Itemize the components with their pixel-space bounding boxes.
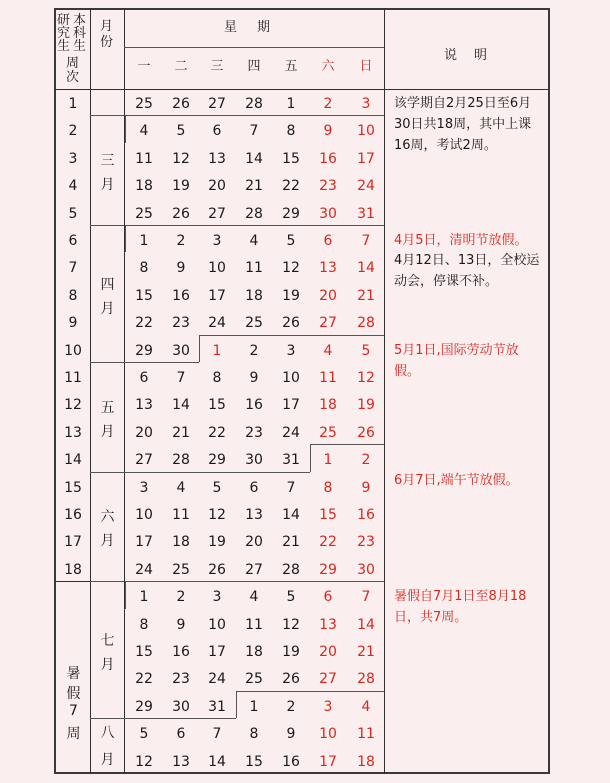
day-cell: 25: [245, 671, 263, 688]
day-cell: 29: [319, 561, 337, 578]
day-cell: 12: [135, 753, 153, 770]
day-cell: 9: [361, 479, 371, 496]
day-cell: 17: [282, 397, 300, 414]
weekday-header: 六: [321, 59, 335, 74]
day-cell: 29: [282, 205, 300, 222]
day-cell: 9: [323, 123, 333, 140]
day-cell: 15: [282, 150, 300, 167]
month-label: 五: [100, 399, 115, 416]
month-separator: [90, 362, 124, 363]
day-cell: 4: [249, 233, 259, 249]
header-notes: 说: [444, 48, 458, 63]
day-cell: 18: [135, 178, 153, 195]
day-cell: 8: [139, 616, 149, 633]
day-cell: 25: [172, 561, 190, 578]
summer-label: 暑: [66, 666, 81, 682]
day-cell: 13: [172, 753, 190, 770]
month-step: [125, 581, 126, 608]
day-cell: 27: [319, 671, 337, 688]
month-step: [124, 472, 310, 473]
header-xingqi: 期: [257, 20, 271, 35]
day-cell: 25: [135, 205, 153, 222]
month-step: [310, 444, 384, 445]
day-cell: 23: [172, 315, 190, 332]
day-cell: 25: [319, 424, 337, 441]
month-step: [236, 691, 384, 692]
day-cell: 30: [172, 698, 190, 715]
month-step: [125, 581, 384, 582]
day-cell: 10: [208, 260, 226, 277]
day-cell: 19: [208, 534, 226, 551]
weekday-header: 三: [210, 59, 224, 74]
day-cell: 13: [245, 507, 263, 523]
day-cell: 10: [282, 370, 300, 386]
day-cell: 8: [323, 479, 333, 496]
day-cell: 15: [208, 397, 226, 414]
day-cell: 28: [245, 96, 263, 112]
day-cell: 12: [282, 260, 300, 277]
header-yanjiusheng: 研: [57, 13, 71, 28]
summer-label: 假: [66, 686, 81, 702]
week-number: 2: [68, 123, 78, 140]
day-cell: 10: [319, 726, 337, 743]
day-cell: 18: [172, 534, 190, 551]
day-cell: 5: [139, 726, 149, 743]
day-cell: 6: [249, 479, 259, 496]
day-cell: 7: [212, 726, 222, 743]
day-cell: 17: [208, 287, 226, 304]
day-cell: 13: [208, 150, 226, 167]
day-cell: 13: [135, 397, 153, 414]
week-number: 6: [68, 233, 78, 249]
day-cell: 8: [286, 123, 296, 140]
day-cell: 14: [357, 616, 375, 633]
day-cell: 16: [282, 753, 300, 770]
day-cell: 15: [135, 644, 153, 660]
day-cell: 26: [172, 96, 190, 112]
day-cell: 4: [176, 479, 186, 496]
day-cell: 21: [282, 534, 300, 551]
day-cell: 19: [357, 397, 375, 414]
week-number: 8: [68, 287, 78, 304]
day-cell: 1: [249, 698, 259, 715]
day-cell: 9: [286, 726, 296, 743]
day-cell: 16: [357, 507, 375, 523]
day-cell: 23: [245, 424, 263, 441]
day-cell: 8: [212, 370, 222, 386]
week-number: 5: [68, 205, 78, 222]
month-step: [124, 143, 125, 144]
day-cell: 18: [245, 644, 263, 660]
month-separator: [90, 472, 124, 473]
week-number: 13: [64, 424, 82, 441]
day-cell: 11: [135, 150, 153, 167]
summer-label: 周: [66, 726, 81, 742]
day-cell: 28: [357, 671, 375, 688]
day-cell: 17: [357, 150, 375, 167]
day-cell: 21: [357, 644, 375, 660]
day-cell: 22: [319, 534, 337, 551]
day-cell: 27: [245, 561, 263, 578]
day-cell: 18: [319, 397, 337, 414]
week-number: 18: [64, 561, 82, 578]
day-cell: 5: [286, 233, 296, 249]
day-cell: 30: [319, 205, 337, 222]
day-cell: 30: [172, 342, 190, 359]
day-cell: 7: [286, 479, 296, 496]
note-semester: 该学期自2月25日至6月30日共18周，其中上课16周，考试2周。: [394, 96, 532, 153]
day-cell: 14: [357, 260, 375, 277]
day-cell: 9: [249, 370, 259, 386]
day-cell: 1: [212, 342, 222, 359]
day-cell: 5: [286, 589, 296, 606]
day-cell: 27: [319, 315, 337, 332]
day-cell: 5: [176, 123, 186, 140]
day-cell: 3: [286, 342, 296, 359]
weekday-header: 四: [247, 59, 261, 74]
day-cell: 16: [172, 287, 190, 304]
day-cell: 31: [357, 205, 375, 222]
weekday-header: 一: [137, 59, 151, 74]
day-cell: 26: [282, 315, 300, 332]
day-cell: 19: [282, 644, 300, 660]
note-sports: 4月12日、13日，全校运动会，停课不补。: [394, 253, 540, 289]
header-month: 月: [100, 19, 114, 34]
day-cell: 7: [176, 370, 186, 386]
month-label: 月: [100, 423, 115, 440]
day-cell: 2: [249, 342, 259, 359]
month-step: [236, 691, 237, 718]
header-zhouci: 周: [66, 56, 80, 71]
day-cell: 26: [282, 671, 300, 688]
day-cell: 27: [135, 452, 153, 469]
day-cell: 28: [357, 315, 375, 332]
day-cell: 20: [245, 534, 263, 551]
day-cell: 8: [249, 726, 259, 743]
day-cell: 6: [212, 123, 222, 140]
week-number: 4: [68, 178, 78, 195]
day-cell: 29: [135, 698, 153, 715]
header-sub-line: [124, 47, 384, 48]
day-cell: 29: [208, 452, 226, 469]
day-cell: 12: [172, 150, 190, 167]
week-number: 16: [64, 507, 82, 523]
day-cell: 16: [319, 150, 337, 167]
day-cell: 1: [139, 233, 149, 249]
header-xingqi: 星: [224, 20, 238, 35]
month-step: [310, 444, 311, 471]
month-separator: [90, 115, 124, 116]
day-cell: 16: [245, 397, 263, 414]
day-cell: 3: [139, 479, 149, 496]
day-cell: 2: [176, 589, 186, 606]
header-zhouci: 次: [66, 70, 80, 85]
month-step: [125, 115, 384, 116]
day-cell: 21: [357, 287, 375, 304]
weekday-header: 二: [174, 59, 188, 74]
day-cell: 12: [282, 616, 300, 633]
day-cell: 29: [135, 342, 153, 359]
note-summer: 暑假自7月1日至8月18日，共7周。: [394, 589, 527, 625]
day-cell: 4: [139, 123, 149, 140]
day-cell: 17: [135, 534, 153, 551]
weekday-header: 日: [359, 59, 373, 74]
day-cell: 24: [357, 178, 375, 195]
summer-label: 7: [69, 703, 78, 719]
day-cell: 21: [172, 424, 190, 441]
month-step: [125, 115, 126, 142]
day-cell: 6: [139, 370, 149, 386]
week-number: 15: [64, 479, 82, 496]
month-step: [124, 362, 199, 363]
day-cell: 11: [319, 370, 337, 386]
day-cell: 11: [245, 616, 263, 633]
day-cell: 20: [319, 644, 337, 660]
day-cell: 24: [135, 561, 153, 578]
day-cell: 23: [319, 178, 337, 195]
day-cell: 2: [361, 452, 371, 469]
week-number: 1: [68, 96, 78, 112]
day-cell: 22: [208, 424, 226, 441]
month-label: 月: [100, 533, 115, 550]
day-cell: 10: [135, 507, 153, 523]
header-yanjiusheng: 究: [57, 26, 71, 41]
week-number: 10: [64, 342, 82, 359]
note-qingming: 4月5日，清明节放假。: [394, 233, 528, 248]
notes-col-border: [384, 8, 385, 774]
header-month: 份: [100, 35, 114, 50]
day-cell: 8: [139, 260, 149, 277]
month-step: [125, 225, 126, 252]
day-cell: 28: [172, 452, 190, 469]
month-label: 四: [100, 276, 115, 293]
month-label: 月: [100, 300, 115, 317]
week-number: 9: [68, 315, 78, 332]
day-cell: 2: [286, 698, 296, 715]
day-cell: 26: [208, 561, 226, 578]
day-cell: 14: [208, 753, 226, 770]
month-label: 七: [100, 632, 115, 649]
day-cell: 26: [357, 424, 375, 441]
header-notes: 明: [474, 48, 488, 63]
day-cell: 15: [135, 287, 153, 304]
day-cell: 6: [323, 233, 333, 249]
month-step: [125, 225, 384, 226]
month-label: 八: [100, 725, 115, 742]
day-cell: 31: [208, 698, 226, 715]
day-cell: 18: [357, 753, 375, 770]
week-number: 11: [64, 370, 82, 386]
day-cell: 26: [172, 205, 190, 222]
day-cell: 30: [245, 452, 263, 469]
day-cell: 20: [135, 424, 153, 441]
day-cell: 13: [319, 616, 337, 633]
month-step: [124, 252, 125, 253]
header-benkesheng: 本: [73, 13, 87, 28]
month-separator: [90, 581, 124, 582]
day-cell: 23: [357, 534, 375, 551]
day-cell: 15: [319, 507, 337, 523]
day-cell: 4: [323, 342, 333, 359]
day-cell: 30: [357, 561, 375, 578]
day-cell: 14: [245, 150, 263, 167]
day-cell: 14: [282, 507, 300, 523]
day-cell: 19: [282, 287, 300, 304]
day-cell: 9: [176, 616, 186, 633]
week-number: 12: [64, 397, 82, 414]
day-cell: 20: [319, 287, 337, 304]
day-cell: 24: [208, 315, 226, 332]
day-cell: 10: [357, 123, 375, 140]
week-number: 3: [68, 150, 78, 167]
day-cell: 25: [245, 315, 263, 332]
month-label: 月: [100, 177, 115, 194]
day-cell: 23: [172, 671, 190, 688]
day-cell: 10: [208, 616, 226, 633]
header-benkesheng: 科: [73, 26, 87, 41]
month-separator: [90, 225, 124, 226]
day-cell: 27: [208, 96, 226, 112]
month-label: 月: [100, 656, 115, 673]
month-step: [124, 609, 125, 610]
day-cell: 31: [282, 452, 300, 469]
day-cell: 25: [135, 96, 153, 112]
day-cell: 19: [172, 178, 190, 195]
day-cell: 3: [212, 589, 222, 606]
day-cell: 5: [212, 479, 222, 496]
day-cell: 7: [249, 123, 259, 140]
day-cell: 17: [319, 753, 337, 770]
day-cell: 24: [282, 424, 300, 441]
day-cell: 11: [245, 260, 263, 277]
day-cell: 5: [361, 342, 371, 359]
month-separator: [90, 718, 124, 719]
day-cell: 3: [361, 96, 371, 112]
day-cell: 1: [323, 452, 333, 469]
week-number: 7: [68, 260, 78, 277]
day-cell: 6: [323, 589, 333, 606]
note-duanwu: 6月7日,端午节放假。: [394, 473, 519, 488]
day-cell: 27: [208, 205, 226, 222]
day-cell: 28: [282, 561, 300, 578]
header-yanjiusheng: 生: [57, 39, 71, 54]
day-cell: 11: [172, 507, 190, 523]
day-cell: 22: [135, 671, 153, 688]
day-cell: 4: [361, 698, 371, 715]
month-step: [199, 335, 384, 336]
day-cell: 22: [282, 178, 300, 195]
day-cell: 21: [245, 178, 263, 195]
month-step: [199, 335, 200, 362]
day-cell: 1: [139, 589, 149, 606]
day-cell: 16: [172, 644, 190, 660]
month-label: 三: [100, 153, 115, 170]
month-label: 月: [100, 751, 115, 768]
day-cell: 17: [208, 644, 226, 660]
summer-separator: [54, 581, 90, 582]
note-labor: 5月1日,国际劳动节放假。: [394, 343, 519, 379]
month-label: 六: [100, 509, 115, 526]
day-cell: 14: [172, 397, 190, 414]
day-cell: 2: [323, 96, 333, 112]
week-number: 14: [64, 452, 82, 469]
day-cell: 15: [245, 753, 263, 770]
header-benkesheng: 生: [73, 39, 87, 54]
week-number: 17: [64, 534, 82, 551]
day-cell: 7: [361, 233, 371, 249]
day-cell: 2: [176, 233, 186, 249]
day-cell: 12: [357, 370, 375, 386]
day-cell: 20: [208, 178, 226, 195]
day-cell: 7: [361, 589, 371, 606]
day-cell: 24: [208, 671, 226, 688]
day-cell: 1: [286, 96, 296, 112]
month-step: [124, 718, 236, 719]
day-cell: 3: [212, 233, 222, 249]
day-cell: 3: [323, 698, 333, 715]
day-cell: 13: [319, 260, 337, 277]
day-cell: 4: [249, 589, 259, 606]
day-cell: 12: [208, 507, 226, 523]
day-cell: 22: [135, 315, 153, 332]
day-cell: 18: [245, 287, 263, 304]
day-cell: 11: [357, 726, 375, 743]
day-cell: 28: [245, 205, 263, 222]
day-cell: 9: [176, 260, 186, 277]
weekday-header: 五: [284, 59, 298, 74]
header-bottom-line: [54, 89, 548, 90]
day-cell: 6: [176, 726, 186, 743]
